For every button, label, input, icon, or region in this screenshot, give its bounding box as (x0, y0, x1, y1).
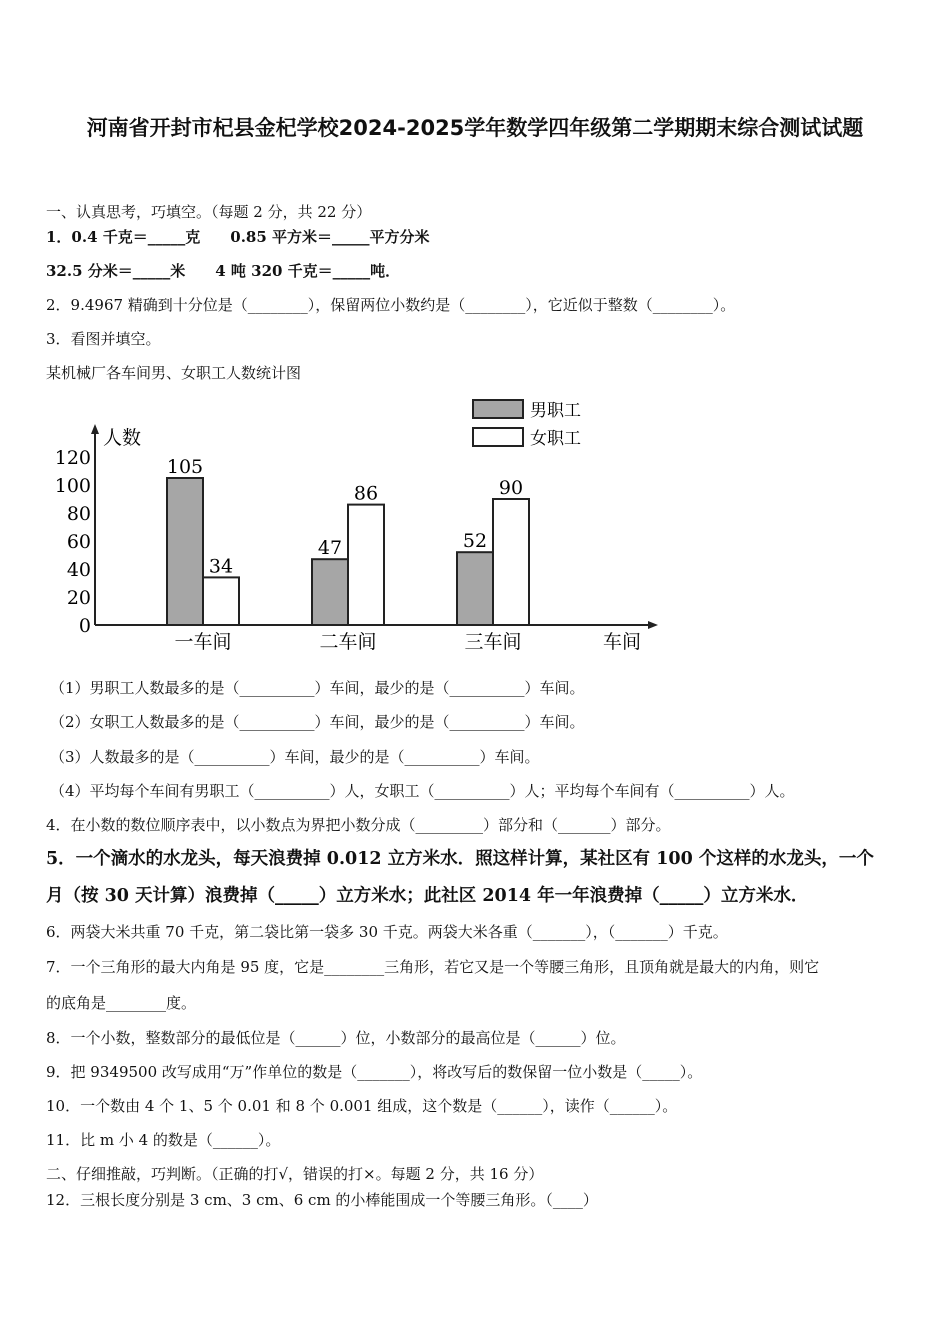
question-1-line-2: 32.5 分米＝_____米 4 吨 320 千克＝_____吨． (46, 262, 401, 280)
legend-label: 男职工 (530, 401, 581, 421)
question-3-part-2: （2）女职工人数最多的是（__________）车间，最少的是（__________）车间。 (50, 713, 585, 731)
question-3-part-1: （1）男职工人数最多的是（__________）车间，最少的是（__________）车间。 (50, 679, 585, 697)
data-label: 90 (498, 477, 524, 499)
legend-swatch (473, 400, 523, 418)
y-tick-label: 20 (66, 587, 91, 609)
chart-caption: 某机械厂各车间男、女职工人数统计图 (46, 364, 302, 382)
data-label: 86 (353, 482, 379, 505)
question-3: 3．看图并填空。 (46, 330, 161, 348)
y-tick-label: 0 (78, 615, 91, 637)
x-axis-label: 车间 (603, 631, 642, 653)
question-6: 6．两袋大米共重 70 千克，第二袋比第一袋多 30 千克。两袋大米各重（_______），（_______）千克。 (46, 923, 728, 941)
question-3-part-4: （4）平均每个车间有男职工（__________）人，女职工（__________）人；平均每个车间有（__________）人。 (50, 782, 795, 800)
question-10: 10．一个数由 4 个 1、5 个 0.01 和 8 个 0.001 组成，这个数是（______），读作（______）。 (46, 1097, 678, 1115)
x-axis-arrow (648, 621, 658, 629)
data-label: 47 (317, 537, 343, 560)
data-label: 52 (462, 530, 488, 553)
page-title: 河南省开封市杞县金杞学校2024-2025学年数学四年级第二学期期末综合测试试题 (86, 116, 864, 140)
question-7-line-1: 7．一个三角形的最大内角是 95 度，它是________三角形，若它又是一个等腰三角形，且顶角就是最大的内角，则它 (46, 958, 820, 976)
bar-male (457, 552, 493, 625)
data-label: 34 (208, 555, 234, 578)
section-1-heading: 一、认真思考，巧填空。（每题 2 分，共 22 分） (46, 203, 372, 221)
question-11: 11．比 m 小 4 的数是（______）。 (46, 1131, 281, 1149)
bar-female (493, 499, 529, 625)
y-axis-label: 人数 (103, 427, 142, 449)
section-2-heading: 二、仔细推敲，巧判断。（正确的打√，错误的打×。每题 2 分，共 16 分） (46, 1165, 544, 1183)
question-7-line-2: 的底角是________度。 (46, 994, 197, 1012)
question-5-line-1: 5．一个滴水的水龙头，每天浪费掉 0.012 立方米水．照这样计算，某社区有 100 个这样的水龙头，一个 (46, 849, 874, 869)
question-3-part-3: （3）人数最多的是（__________）车间，最少的是（__________）车间。 (50, 748, 540, 766)
data-label: 105 (166, 456, 204, 478)
bar-female (348, 505, 384, 625)
y-tick-label: 40 (66, 559, 91, 581)
question-8: 8．一个小数，整数部分的最低位是（______）位，小数部分的最高位是（______）位。 (46, 1029, 626, 1047)
bar-male (312, 559, 348, 625)
question-1-line-1: 1．0.4 千克＝_____克 0.85 平方米＝_____平方分米 (46, 228, 430, 246)
legend-label: 女职工 (530, 429, 581, 449)
question-12: 12．三根长度分别是 3 cm、3 cm、6 cm 的小棒能围成一个等腰三角形。（____） (46, 1191, 598, 1209)
question-4: 4．在小数的数位顺序表中，以小数点为界把小数分成（_________）部分和（_______）部分。 (46, 816, 671, 834)
y-tick-label: 80 (66, 503, 91, 525)
bar-male (167, 478, 203, 625)
question-2: 2．9.4967 精确到十分位是（________），保留两位小数约是（________），它近似于整数（________）。 (46, 296, 736, 314)
x-tick-label: 二车间 (319, 631, 377, 653)
x-tick-label: 一车间 (174, 631, 232, 653)
question-5-line-2: 月（按 30 天计算）浪费掉（_____）立方米水；此社区 2014 年一年浪费掉（_____）立方米水． (46, 886, 809, 906)
y-axis-arrow (91, 424, 99, 434)
bar-female (203, 577, 239, 625)
x-tick-label: 三车间 (464, 631, 522, 653)
question-9: 9．把 9349500 改写成用“万”作单位的数是（_______），将改写后的数保留一位小数是（_____）。 (46, 1063, 703, 1081)
legend-swatch (473, 428, 523, 446)
bar-chart (40, 392, 680, 662)
y-tick-label: 100 (54, 475, 91, 497)
y-tick-label: 60 (66, 531, 91, 553)
y-tick-label: 120 (54, 447, 91, 469)
